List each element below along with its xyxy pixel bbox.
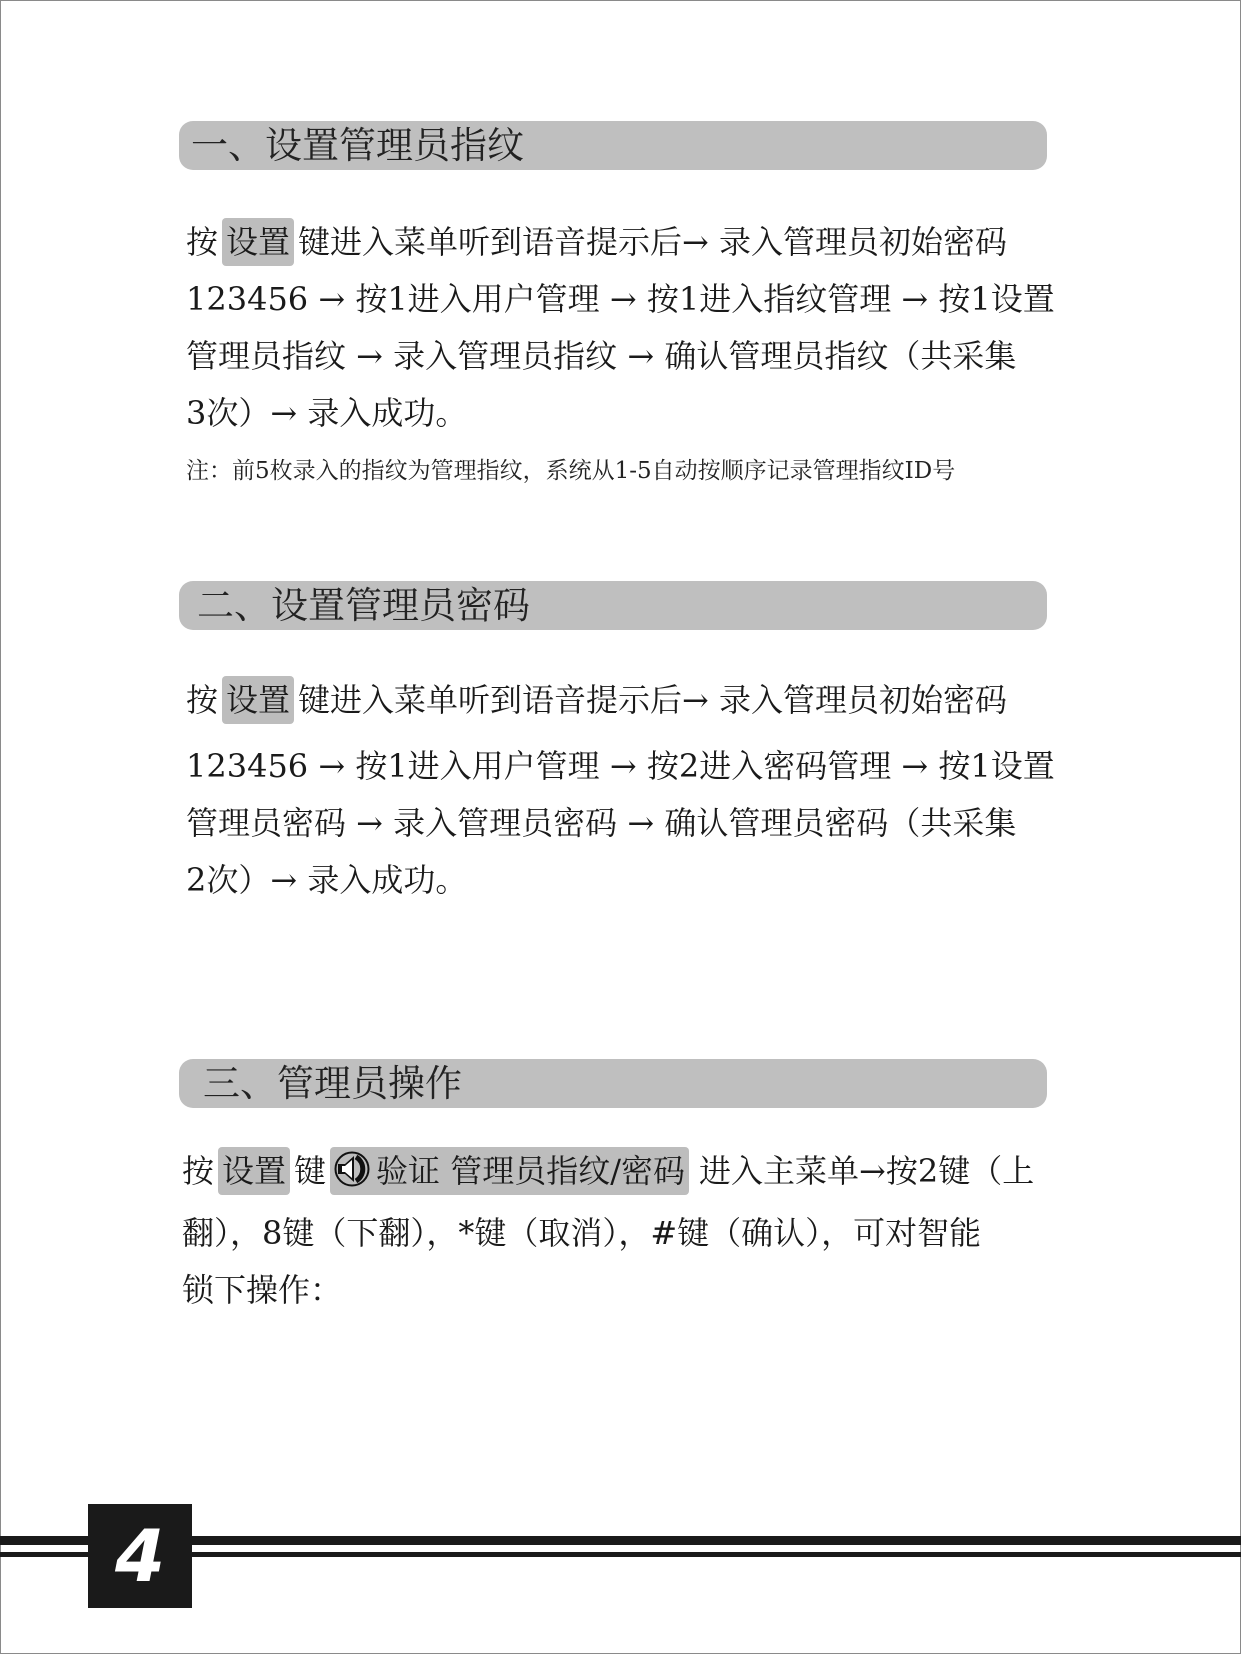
section-title-2: 二、设置管理员密码 bbox=[197, 584, 530, 627]
text-segment: 键进入菜单听到语音提示后→ 录入管理员初始密码 bbox=[298, 681, 1008, 719]
section-header-3 bbox=[179, 1059, 1047, 1108]
text-segment: 按 bbox=[186, 223, 219, 261]
text-segment: 键进入菜单听到语音提示后→ 录入管理员初始密码 bbox=[298, 223, 1008, 261]
body-line: 管理员密码 → 录入管理员密码 → 确认管理员密码（共采集 bbox=[186, 804, 1017, 842]
page-number: 4 bbox=[88, 1504, 192, 1608]
settings-key-label: 设置 bbox=[218, 1147, 290, 1195]
speaker-icon bbox=[334, 1151, 370, 1187]
body-line: 2次）→ 录入成功。 bbox=[186, 861, 468, 899]
body-line bbox=[186, 672, 1091, 738]
verify-prompt-label bbox=[330, 1147, 689, 1195]
text-segment: 进入主菜单→按2键（上 bbox=[699, 1152, 1035, 1190]
body-line bbox=[186, 214, 1091, 271]
body-line: 123456 → 按1进入用户管理 → 按2进入密码管理 → 按1设置 bbox=[186, 747, 1055, 785]
body-line: 管理员指纹 → 录入管理员指纹 → 确认管理员指纹（共采集 bbox=[186, 337, 1017, 375]
settings-key-label: 设置 bbox=[222, 218, 294, 266]
settings-key-label: 设置 bbox=[222, 676, 294, 724]
section-title-3: 三、管理员操作 bbox=[203, 1062, 462, 1105]
body-line: 123456 → 按1进入用户管理 → 按1进入指纹管理 → 按1设置 bbox=[186, 280, 1055, 318]
section-header-1 bbox=[179, 121, 1047, 170]
section-note-1: 注：前5枚录入的指纹为管理指纹，系统从1-5自动按顺序记录管理指纹ID号 bbox=[186, 458, 956, 484]
section-title-1: 一、设置管理员指纹 bbox=[191, 124, 524, 167]
body-line: 3次）→ 录入成功。 bbox=[186, 394, 468, 432]
body-line: 翻），8键（下翻），*键（取消），#键（确认），可对智能 bbox=[182, 1214, 982, 1252]
verify-prompt-text: 验证 管理员指纹/密码 bbox=[376, 1152, 686, 1190]
text-segment: 键 bbox=[294, 1152, 327, 1190]
section-body-3 bbox=[182, 1143, 1087, 1319]
text-segment: 按 bbox=[182, 1152, 215, 1190]
section-body-1 bbox=[186, 214, 1091, 442]
section-header-2 bbox=[179, 581, 1047, 630]
body-line: 锁下操作： bbox=[182, 1271, 343, 1309]
section-body-2 bbox=[186, 672, 1091, 909]
text-segment: 按 bbox=[186, 681, 219, 719]
body-line bbox=[182, 1143, 1087, 1205]
